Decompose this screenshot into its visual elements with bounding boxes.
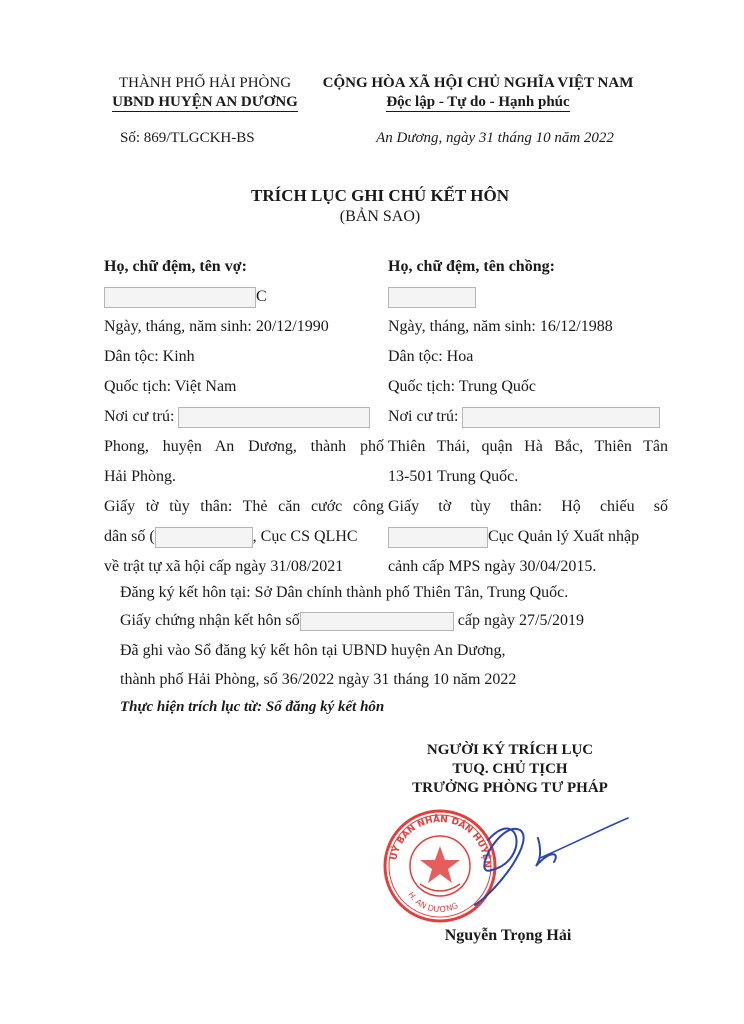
husband-residence-row [388, 402, 668, 432]
wife-name-redaction [104, 287, 256, 308]
official-seal-icon [370, 800, 630, 930]
certificate-number-redaction [300, 612, 454, 631]
husband-heading: Họ, chữ đệm, tên chồng: [388, 258, 555, 275]
extract-source: Thực hiện trích lục từ: Sổ đăng ký kết hôn [120, 699, 385, 715]
wife-residence-row [104, 402, 384, 432]
husband-name-row [388, 282, 668, 312]
husband-id-line1: Giấy tờ tùy thân: Hộ chiếu số [388, 498, 668, 515]
husband-residence-redaction [462, 407, 660, 428]
husband-id-line2 [388, 522, 668, 552]
husband-name-redaction [388, 287, 476, 308]
issuing-authority [100, 94, 310, 111]
issuing-authority-text: UBND HUYỆN AN DƯƠNG [112, 94, 298, 110]
national-motto-text: Độc lập - Tự do - Hạnh phúc [386, 94, 570, 110]
national-title: CỘNG HÒA XÃ HỘI CHỦ NGHĨA VIỆT NAM [322, 75, 634, 91]
husband-id-line3: cảnh cấp MPS ngày 30/04/2015. [388, 558, 597, 575]
husband-nationality: Quốc tịch: Trung Quốc [388, 378, 536, 395]
registration-place: Đăng ký kết hôn tại: Sở Dân chính thành phố Thiên Tân, Trung Quốc. [120, 584, 569, 601]
certificate-suffix: cấp ngày 27/5/2019 [457, 612, 584, 630]
wife-ethnicity: Dân tộc: Kinh [104, 348, 195, 365]
wife-id-prefix: dân số [104, 528, 146, 545]
document-number: Số: 869/TLGCKH-BS [120, 130, 255, 146]
husband-residence-line3: 13-501 Trung Quốc. [388, 468, 519, 485]
wife-nationality: Quốc tịch: Việt Nam [104, 378, 237, 395]
wife-id-line2 [104, 522, 384, 552]
wife-id-line1: Giấy tờ tùy thân: Thẻ căn cước công [104, 498, 384, 515]
wife-residence-line2: Phong, huyện An Dương, thành phố [104, 438, 384, 455]
signer-name: Nguyễn Trọng Hải [444, 927, 572, 944]
issuing-city: THÀNH PHỐ HẢI PHÒNG [118, 75, 292, 91]
document-date: An Dương, ngày 31 tháng 10 năm 2022 [376, 130, 614, 146]
signer-role: NGƯỜI KÝ TRÍCH LỤC [426, 742, 594, 758]
wife-id-fragment: ( [149, 528, 155, 545]
wife-residence-label: Nơi cư trú: [104, 408, 175, 425]
record-line-1: Đã ghi vào Sổ đăng ký kết hôn tại UBND huyện An Dương, [120, 642, 506, 659]
document-title: TRÍCH LỤC GHI CHÚ KẾT HÔN [250, 186, 510, 205]
wife-id-suffix: , Cục CS QLHC [252, 528, 358, 545]
husband-passport-redaction [388, 527, 488, 548]
document-subtitle: (BẢN SAO) [339, 208, 421, 225]
wife-id-line3: về trật tự xã hội cấp ngày 31/08/2021 [104, 558, 344, 575]
husband-column [388, 252, 668, 582]
wife-column [104, 252, 384, 582]
certificate-line [120, 612, 584, 631]
husband-residence-label: Nơi cư trú: [388, 408, 459, 425]
wife-id-redaction [155, 527, 253, 548]
husband-ethnicity: Dân tộc: Hoa [388, 348, 474, 365]
seal-and-signature [370, 800, 630, 930]
record-line-2: thành phố Hải Phòng, số 36/2022 ngày 31 tháng 10 năm 2022 [120, 671, 517, 688]
certificate-prefix: Giấy chứng nhận kết hôn số [120, 612, 300, 630]
husband-dob: Ngày, tháng, năm sinh: 16/12/1988 [388, 318, 613, 335]
wife-name-trail: C [256, 288, 267, 305]
signer-title: TRƯỞNG PHÒNG TƯ PHÁP [412, 780, 608, 796]
wife-name-row [104, 282, 384, 312]
svg-text:H. AN DƯƠNG: H. AN DƯƠNG [406, 890, 460, 915]
wife-dob: Ngày, tháng, năm sinh: 20/12/1990 [104, 318, 329, 335]
national-motto [312, 94, 644, 111]
wife-residence-redaction [178, 407, 370, 428]
husband-id-suffix: Cục Quản lý Xuất nhập [488, 528, 640, 545]
wife-heading: Họ, chữ đệm, tên vợ: [104, 258, 247, 275]
husband-residence-line2: Thiên Thái, quận Hà Bắc, Thiên Tân [388, 438, 668, 455]
svg-text:UỶ BAN NHÂN DÂN HUYỆN AN DƯƠNG: UỶ BAN NHÂN DÂN HUYỆN [389, 814, 492, 869]
signer-authorization: TUQ. CHỦ TỊCH [452, 761, 568, 777]
wife-residence-line3: Hải Phòng. [104, 468, 176, 485]
